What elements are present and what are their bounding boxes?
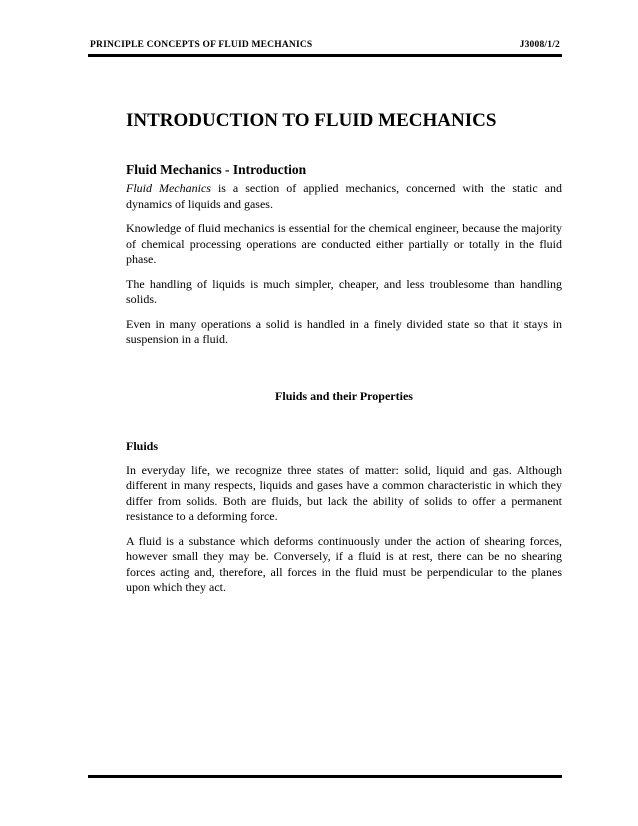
intro-paragraph-2: Knowledge of fluid mechanics is essential for the chemical engineer, because the majority of chemical processing operations are conducted either partially or totally in the fluid phase. — [126, 221, 562, 266]
header-course-title: PRINCIPLE CONCEPTS OF FLUID MECHANICS — [90, 40, 313, 50]
intro-paragraph-3: The handling of liquids is much simpler, cheaper, and less troublesome than handling solids. — [126, 276, 562, 306]
page-content — [126, 108, 562, 605]
intro-emphasis: Fluid Mechanics — [126, 181, 211, 195]
section-heading-introduction: Fluid Mechanics - Introduction — [126, 162, 307, 177]
footer-divider — [88, 775, 562, 778]
section-heading-properties: Fluids and their Properties — [275, 388, 413, 403]
intro-paragraph-4: Even in many operations a solid is handled in a finely divided state so that it stays in suspension in a fluid. — [126, 316, 562, 346]
fluids-paragraph-1: In everyday life, we recognize three states of matter: solid, liquid and gas. Although different in many respects, liquids and gases have a common characteristic in which they differ from solids. Both are fluids, but lack the ability of solids to offer a permanent resistance to a deforming force. — [126, 462, 562, 523]
fluids-paragraph-2: A fluid is a substance which deforms continuously under the action of shearing forces, however small they may be. Conversely, if a fluid is at rest, there can be no shearing forces acting and, therefore, all forces in the fluid must be perpendicular to the planes upon which they act. — [126, 533, 562, 594]
intro-paragraph-1-text: is a section of applied mechanics, concerned with the static and dynamics of liquids and gases. — [126, 181, 562, 211]
header-divider — [88, 54, 562, 57]
main-title: INTRODUCTION TO FLUID MECHANICS — [126, 110, 497, 131]
intro-paragraph-1 — [126, 181, 562, 212]
header-page-code: J3008/1/2 — [519, 40, 560, 50]
subheading-fluids: Fluids — [126, 438, 159, 453]
